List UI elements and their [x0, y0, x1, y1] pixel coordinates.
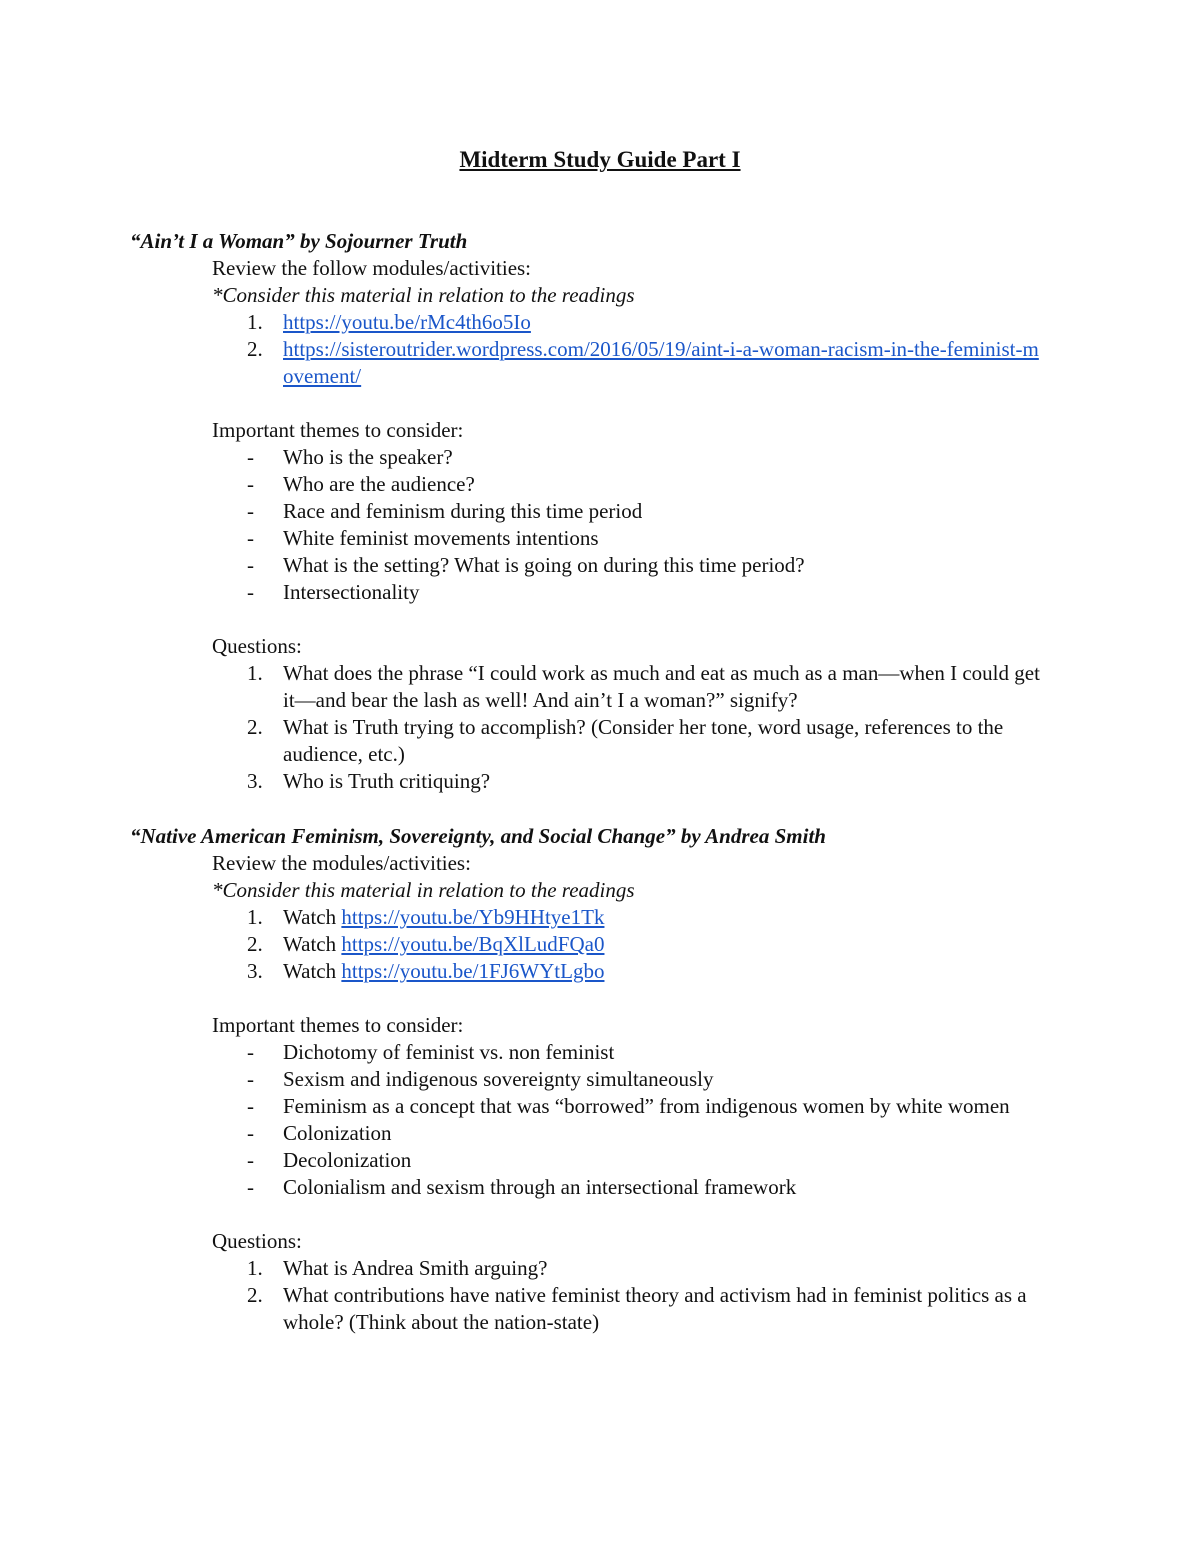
question-item: [247, 768, 1070, 795]
dash-marker: -: [247, 1067, 254, 1091]
list-item: [247, 1147, 1070, 1174]
consider-note: *Consider this material in relation to the readings: [212, 283, 635, 307]
question-item: [247, 1282, 1070, 1336]
list-item: [247, 1093, 1070, 1120]
theme-text: Dichotomy of feminist vs. non feminist: [283, 1040, 615, 1064]
article-link[interactable]: https://sisteroutrider.wordpress.com/2016/05/19/aint-i-a-woman-racism-in-the-feminist-movement/: [283, 337, 1039, 388]
dash-marker: -: [247, 472, 254, 496]
section-sojourner-truth: [130, 228, 1070, 795]
dash-marker: -: [247, 499, 254, 523]
list-item: [247, 525, 1070, 552]
list-number: 2.: [247, 1283, 263, 1307]
theme-text: Who is the speaker?: [283, 445, 453, 469]
dash-marker: -: [247, 1148, 254, 1172]
list-number: 1.: [247, 905, 263, 929]
video-link[interactable]: https://youtu.be/Yb9HHtye1Tk: [341, 905, 605, 929]
list-item: [247, 498, 1070, 525]
watch-label: Watch: [283, 932, 342, 956]
dash-marker: -: [247, 553, 254, 577]
question-text: What is Truth trying to accomplish? (Consider her tone, word usage, references to the audience, etc.): [283, 715, 1004, 766]
link-item: [247, 931, 1070, 958]
theme-text: What is the setting? What is going on during this time period?: [283, 553, 805, 577]
questions-list: [130, 660, 1070, 795]
list-item: [247, 1066, 1070, 1093]
theme-text: Colonization: [283, 1121, 392, 1145]
link-item: [247, 904, 1070, 931]
section-heading: “Native American Feminism, Sovereignty, and Social Change” by Andrea Smith: [130, 824, 826, 848]
theme-text: Sexism and indigenous sovereignty simultaneously: [283, 1067, 714, 1091]
question-text: What is Andrea Smith arguing?: [283, 1256, 548, 1280]
dash-marker: -: [247, 580, 254, 604]
list-number: 3.: [247, 769, 263, 793]
list-number: 1.: [247, 661, 263, 685]
watch-label: Watch: [283, 905, 342, 929]
video-link[interactable]: https://youtu.be/rMc4th6o5Io: [283, 310, 531, 334]
consider-note: *Consider this material in relation to the readings: [212, 878, 635, 902]
themes-list: [130, 1039, 1070, 1201]
section-andrea-smith: [130, 823, 1070, 1336]
dash-marker: -: [247, 445, 254, 469]
review-label: Review the follow modules/activities:: [212, 256, 532, 280]
list-item: [247, 552, 1070, 579]
theme-text: Race and feminism during this time period: [283, 499, 643, 523]
dash-marker: -: [247, 1121, 254, 1145]
question-text: Who is Truth critiquing?: [283, 769, 491, 793]
themes-list: [130, 444, 1070, 606]
theme-text: Feminism as a concept that was “borrowed” from indigenous women by white women: [283, 1094, 1010, 1118]
link-list: [130, 904, 1070, 985]
themes-label: Important themes to consider:: [212, 1013, 464, 1037]
list-item: [247, 444, 1070, 471]
theme-text: Intersectionality: [283, 580, 420, 604]
question-item: [247, 660, 1070, 714]
theme-text: Who are the audience?: [283, 472, 475, 496]
list-number: 2.: [247, 715, 263, 739]
list-item: [247, 471, 1070, 498]
list-number: 1.: [247, 1256, 263, 1280]
question-item: [247, 1255, 1070, 1282]
dash-marker: -: [247, 1040, 254, 1064]
theme-text: White feminist movements intentions: [283, 526, 599, 550]
list-item: [247, 1039, 1070, 1066]
questions-label: Questions:: [212, 1229, 302, 1253]
list-number: 3.: [247, 959, 263, 983]
link-list: [130, 309, 1070, 390]
questions-label: Questions:: [212, 634, 302, 658]
theme-text: Decolonization: [283, 1148, 412, 1172]
link-item: [247, 336, 1070, 390]
review-label: Review the modules/activities:: [212, 851, 471, 875]
link-item: [247, 309, 1070, 336]
question-text: What contributions have native feminist theory and activism had in feminist politics as a whole? (Think about the nation-state): [283, 1283, 1027, 1334]
list-item: [247, 579, 1070, 606]
questions-list: [130, 1255, 1070, 1336]
video-link[interactable]: https://youtu.be/1FJ6WYtLgbo: [341, 959, 605, 983]
dash-marker: -: [247, 1094, 254, 1118]
dash-marker: -: [247, 1175, 254, 1199]
page-title: Midterm Study Guide Part I: [459, 147, 741, 172]
themes-label: Important themes to consider:: [212, 418, 464, 442]
video-link[interactable]: https://youtu.be/BqXlLudFQa0: [341, 932, 605, 956]
list-item: [247, 1120, 1070, 1147]
dash-marker: -: [247, 526, 254, 550]
list-number: 2.: [247, 932, 263, 956]
link-item: [247, 958, 1070, 985]
question-text: What does the phrase “I could work as much and eat as much as a man—when I could get it—and bear the lash as well! And ain’t I a woman?” signify?: [283, 661, 1040, 712]
watch-label: Watch: [283, 959, 342, 983]
theme-text: Colonialism and sexism through an intersectional framework: [283, 1175, 797, 1199]
list-item: [247, 1174, 1070, 1201]
section-heading: “Ain’t I a Woman” by Sojourner Truth: [130, 229, 468, 253]
question-item: [247, 714, 1070, 768]
list-number: 1.: [247, 310, 263, 334]
list-number: 2.: [247, 337, 263, 361]
